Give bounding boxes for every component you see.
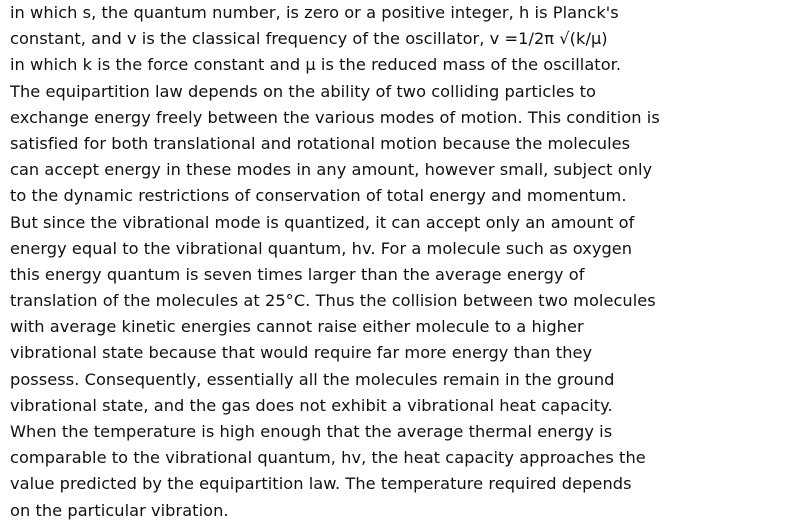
text-line: this energy quantum is seven times larger than the average energy of [10, 264, 585, 284]
text-line: vibrational state because that would require far more energy than they [10, 343, 593, 363]
text-line: comparable to the vibrational quantum, hv, the heat capacity approaches the [10, 448, 646, 468]
text-line: satisfied for both translational and rotational motion because the molecules [10, 133, 631, 153]
text-line: in which k is the force constant and μ is the reduced mass of the oscillator. [10, 55, 622, 75]
text-line: energy equal to the vibrational quantum, hv. For a molecule such as oxygen [10, 238, 633, 258]
text-line: in which s, the quantum number, is zero or a positive integer, h is Planck's [10, 3, 619, 22]
text-line: to the dynamic restrictions of conservation of total energy and momentum. [10, 186, 627, 206]
text-line: But since the vibrational mode is quantized, it can accept only an amount of [10, 212, 635, 232]
text-line: on the particular vibration. [10, 500, 229, 520]
text-line: can accept energy in these modes in any amount, however small, subject only [10, 160, 653, 180]
text-line: vibrational state, and the gas does not exhibit a vibrational heat capacity. [10, 395, 613, 415]
text-line: translation of the molecules at 25°C. Thus the collision between two molecules [10, 291, 656, 311]
text-line: value predicted by the equipartition law. The temperature required depends [10, 474, 632, 494]
document-text-block [10, 0, 790, 524]
text-line: constant, and v is the classical frequency of the oscillator, v =1/2π √(k/μ) [10, 29, 608, 49]
text-line: When the temperature is high enough that the average thermal energy is [10, 422, 613, 441]
text-line: exchange energy freely between the various modes of motion. This condition is [10, 107, 660, 127]
text-line: The equipartition law depends on the ability of two colliding particles to [10, 81, 596, 101]
text-line: with average kinetic energies cannot raise either molecule to a higher [10, 317, 584, 337]
text-line: possess. Consequently, essentially all the molecules remain in the ground [10, 369, 615, 389]
